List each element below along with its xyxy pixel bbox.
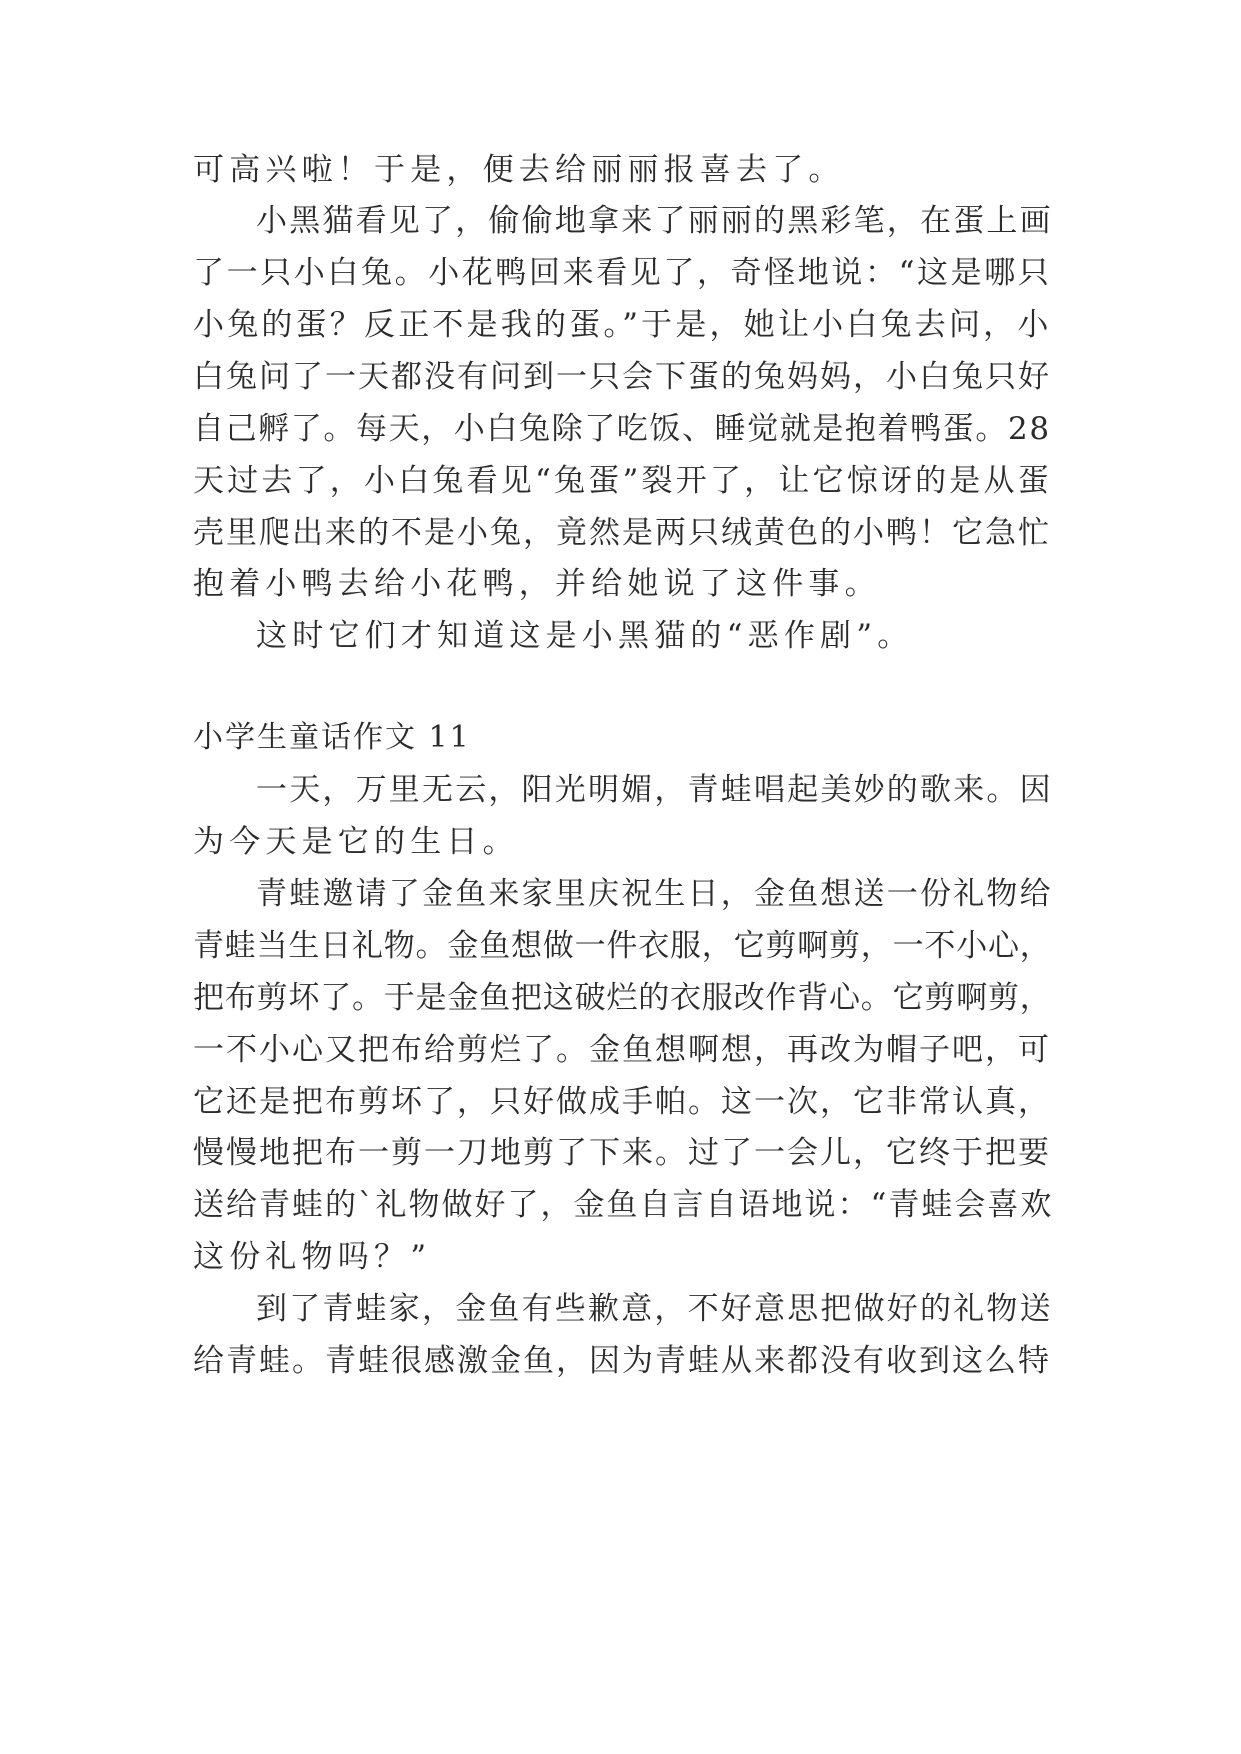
text-line: 可高兴啦！于是，便去给丽丽报喜去了。 bbox=[193, 152, 845, 188]
text-line: 一不小心又把布给剪烂了。金鱼想啊想，再改为帽子吧，可 bbox=[193, 1032, 1051, 1068]
text-line: 了一只小白兔。小花鸭回来看见了，奇怪地说：“这是哪只 bbox=[193, 255, 1052, 291]
text-line: 为今天是它的生日。 bbox=[193, 824, 519, 860]
text-line: 送给青蛙的`礼物做好了，金鱼自言自语地说：“青蛙会喜欢 bbox=[193, 1187, 1054, 1223]
text-line: 抱着小鸭去给小花鸭，并给她说了这件事。 bbox=[193, 566, 881, 602]
text-line: 给青蛙。青蛙很感激金鱼，因为青蛙从来都没有收到这么特 bbox=[193, 1343, 1051, 1379]
text-line: 白兔问了一天都没有问到一只会下蛋的兔妈妈，小白兔只好 bbox=[193, 359, 1051, 395]
paragraph-first-line: 青蛙邀请了金鱼来家里庆祝生日，金鱼想送一份礼物给 bbox=[256, 876, 1053, 912]
text-line: 这份礼物吗？” bbox=[193, 1239, 432, 1275]
text-line: 把布剪坏了。于是金鱼把这破烂的衣服改作背心。它剪啊剪， bbox=[193, 980, 1052, 1016]
text-line: 青蛙当生日礼物。金鱼想做一件衣服，它剪啊剪，一不小心， bbox=[193, 928, 1052, 964]
text-line: 慢慢地把布一剪一刀地剪了下来。过了一会儿，它终于把要 bbox=[193, 1135, 1051, 1171]
text-line: 它还是把布剪坏了，只好做成手帕。这一次，它非常认真， bbox=[193, 1084, 1051, 1120]
text-line: 壳里爬出来的不是小兔，竟然是两只绒黄色的小鸭！它急忙 bbox=[193, 515, 1051, 551]
paragraph-first-line: 到了青蛙家，金鱼有些歉意，不好意思把做好的礼物送 bbox=[256, 1291, 1053, 1327]
text-line: 自己孵了。每天，小白兔除了吃饭、睡觉就是抱着鸭蛋。28 bbox=[193, 411, 1051, 447]
text-line: 天过去了，小白兔看见“兔蛋”裂开了，让它惊讶的是从蛋 bbox=[193, 463, 1052, 499]
text-line: 小兔的蛋？反正不是我的蛋。”于是，她让小白兔去问，小 bbox=[193, 307, 1052, 343]
paragraph-first-line: 一天，万里无云，阳光明媚，青蛙唱起美妙的歌来。因 bbox=[256, 772, 1053, 808]
paragraph-first-line: 小黑猫看见了，偷偷地拿来了丽丽的黑彩笔，在蛋上画 bbox=[256, 203, 1053, 239]
section-heading: 小学生童话作文 11 bbox=[193, 720, 471, 755]
paragraph-first-line: 这时它们才知道这是小黑猫的“恶作剧”。 bbox=[256, 618, 914, 654]
